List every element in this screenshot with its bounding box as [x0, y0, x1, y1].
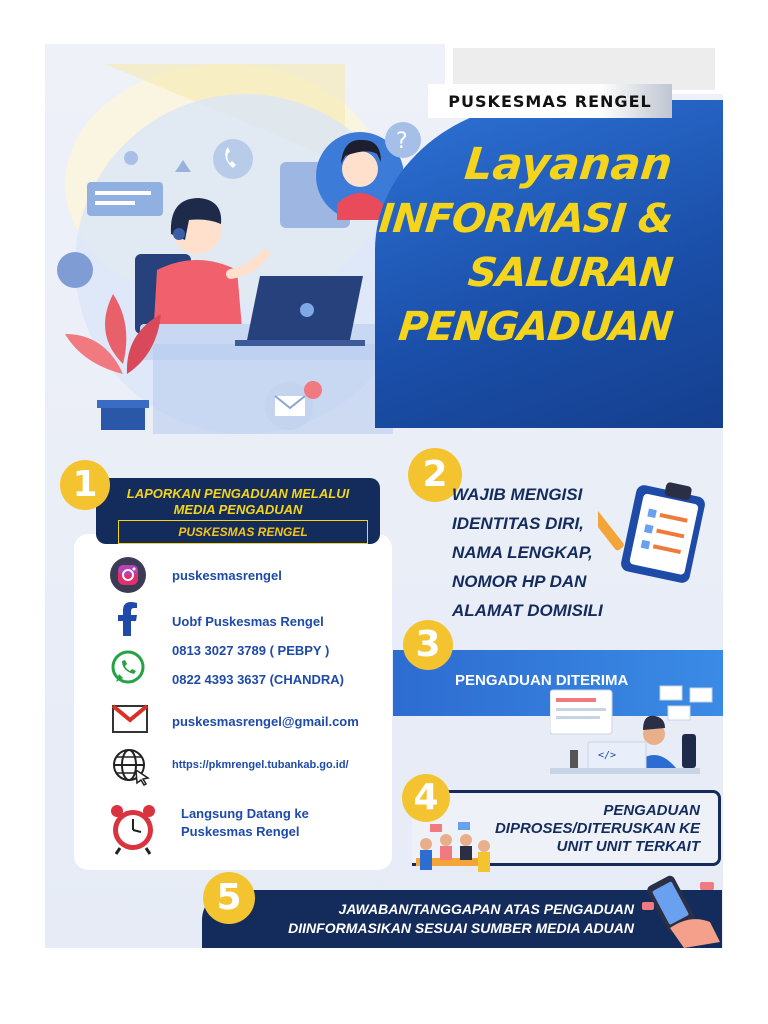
website-link[interactable]: https://pkmrengel.tubankab.go.id/: [172, 759, 349, 771]
step2-line-3: NAMA LENGKAP,: [452, 543, 593, 562]
chat-bubble-icon: [87, 182, 163, 216]
globe-icon: [112, 748, 150, 786]
team-meeting-illustration: [406, 822, 500, 888]
step2-line-2: IDENTITAS DIRI,: [452, 514, 584, 533]
step4-line-2: DIPROSES/DITERUSKAN KE: [494, 820, 700, 837]
step1-number-badge: 1: [60, 460, 110, 510]
step4-line-1: PENGADUAN: [603, 802, 700, 819]
smartphone-hand-icon: [640, 872, 722, 948]
step1-title-line-2: MEDIA PENGADUAN: [173, 502, 303, 517]
phone-number-2[interactable]: 0822 4393 3637 (CHANDRA): [172, 672, 344, 687]
step1-title-line-1: LAPORKAN PENGADUAN MELALUI: [126, 486, 350, 501]
step5-line-2: DIINFORMASIKAN SESUAI SUMBER MEDIA ADUAN: [288, 920, 634, 936]
svg-text:?: ?: [396, 129, 408, 154]
step4-number-badge: 4: [402, 774, 450, 822]
brand-text: PUSKESMAS RENGEL: [448, 91, 652, 111]
facebook-page[interactable]: Uobf Puskesmas Rengel: [172, 614, 324, 629]
headline-line-4: PENGADUAN: [396, 304, 675, 350]
step2-line-1: WAJIB MENGISI: [452, 485, 583, 504]
visit-line-1: Langsung Datang ke: [181, 806, 309, 821]
headline-line-1: Layanan: [462, 139, 675, 190]
step1-banner: [96, 478, 380, 544]
alarm-clock-icon: [108, 802, 158, 856]
clipboard-checklist-icon: [598, 476, 710, 584]
visit-line-2: Puskesmas Rengel: [181, 824, 300, 839]
step3-number-badge: 3: [403, 620, 453, 670]
phone-icon: [213, 139, 253, 179]
headline-line-2: INFORMASI &: [376, 196, 675, 242]
phone-number-1[interactable]: 0813 3027 3789 ( PEBPY ): [172, 643, 330, 658]
step5-line-1: JAWABAN/TANGGAPAN ATAS PENGADUAN: [338, 901, 634, 917]
step4-line-3: UNIT UNIT TERKAIT: [556, 838, 700, 855]
step2-line-5: ALAMAT DOMISILI: [452, 601, 603, 620]
facebook-icon: [109, 600, 147, 638]
whatsapp-icon: [109, 648, 147, 686]
support-agent-illustration: [550, 684, 720, 776]
instagram-handle[interactable]: puskesmasrengel: [172, 568, 282, 583]
step5-text: [194, 900, 634, 938]
step3-text: PENGADUAN DITERIMA: [455, 672, 629, 689]
headline-line-3: SALURAN: [465, 250, 675, 296]
step1-subtitle: PUSKESMAS RENGEL: [118, 520, 368, 544]
svg-text:</>: </>: [598, 750, 617, 761]
step2-line-4: NOMOR HP DAN: [452, 572, 587, 591]
gmail-icon: [111, 698, 149, 736]
step2-number-badge: 2: [408, 448, 462, 502]
step5-number-badge: 5: [203, 872, 255, 924]
brand-label: [428, 84, 672, 118]
email-address[interactable]: puskesmasrengel@gmail.com: [172, 714, 359, 729]
headline: [372, 138, 675, 354]
instagram-icon: [109, 556, 147, 594]
